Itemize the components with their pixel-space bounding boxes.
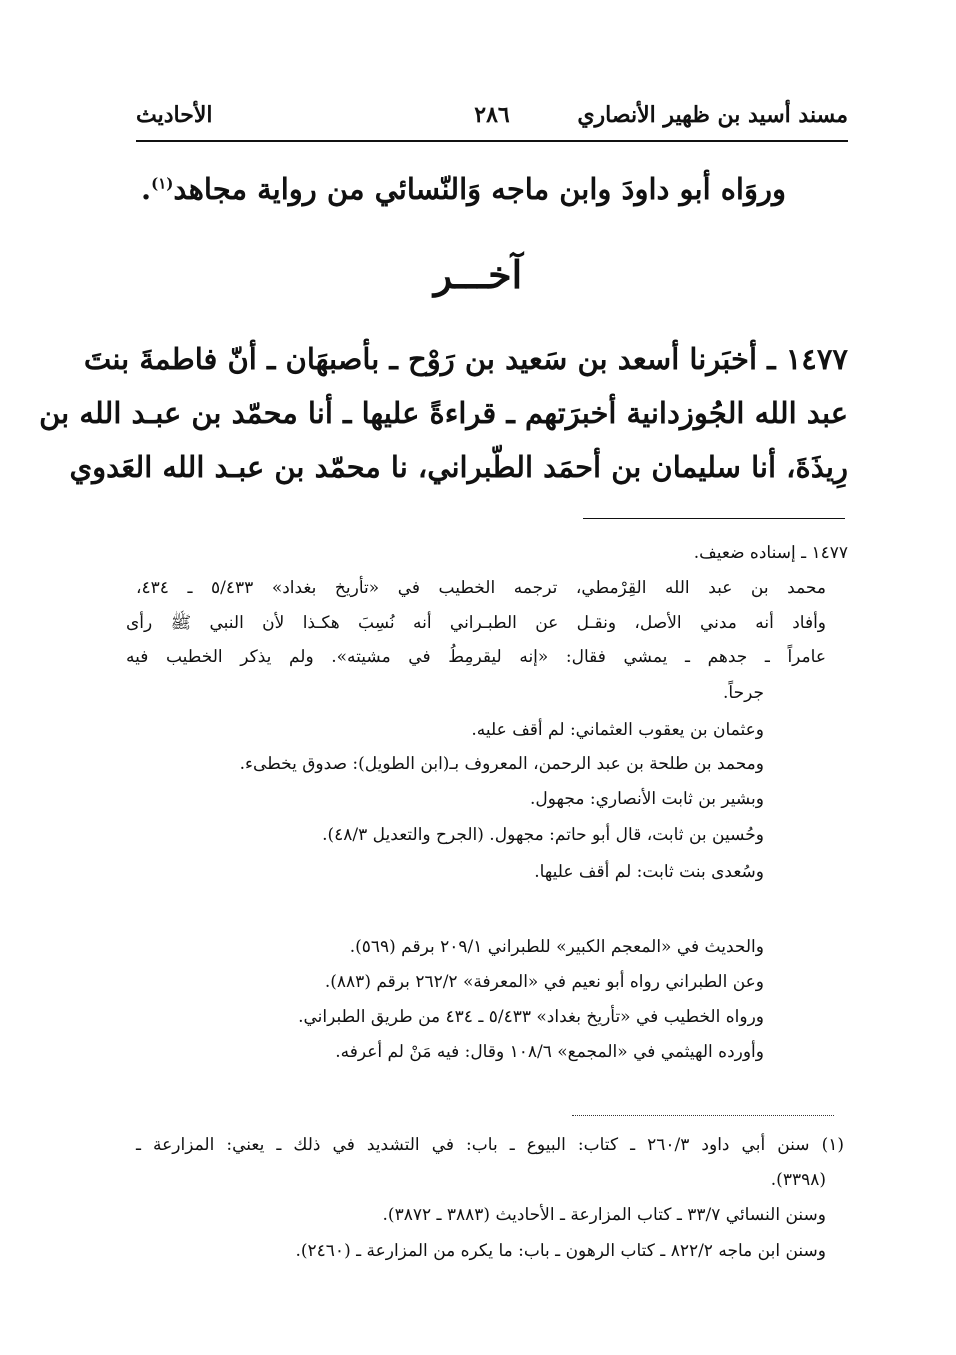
note-line-1: ١٤٧٧ ـ إسناده ضعيف. [693,543,848,563]
footnote-line-3: وسنن النسائي ٣٣/٧ ـ كتاب المزارعة ـ الأحاديث (٣٨٨٣ ـ ٣٨٧٢). [382,1205,826,1225]
footnote-marker: (١) [151,174,174,193]
footnote-line-2: (٣٣٩٨). [770,1170,826,1190]
note-line-13: ورواه الخطيب في «تأريخ بغداد» ٥/٤٣٣ ـ ٤٣٤ من طريق الطبراني. [298,1007,764,1027]
hadith-line-3: رِيذَةَ، أنا سليمان بن أحمَد الطّبراني، نا محمّد بن عبـد الله العَدوي [69,450,848,484]
note-line-10: وسُعدى بنت ثابت: لم أقف عليها. [534,862,764,882]
hadith-line-2: عبد الله الجُوزدانية أخبرَتهم ـ قراءةً عليها ـ أنا محمّد بن عبـد الله بن [39,396,848,430]
note-line-8: وبشير بن ثابت الأنصاري: مجهول. [529,789,764,809]
header-rule [136,140,848,142]
footnote-separator [572,1115,834,1116]
note-line-3: وأفاد أنه مدني الأصل، ونقـل عن الطبـراني أنه نُسِبَ هكـذا لأن النبي ﷺ رأى [126,613,826,633]
note-line-5: جرحاً. [723,683,764,703]
note-line-6: وعثمان بن يعقوب العثماني: لم أقف عليه. [471,720,764,740]
running-head [136,98,848,138]
footnote-line-4: وسنن ابن ماجه ٨٢٢/٢ ـ كتاب الرهون ـ باب: ما يكره من المزارعة ـ (٢٤٦٠). [295,1241,826,1261]
note-line-12: وعن الطبراني رواه أبو نعيم في «المعرفة» ٢٦٢/٢ برقم (٨٨٣). [324,972,764,992]
section-name: الأحاديث [136,102,213,128]
footnote-line-1: (١) سنن أبي داود ٢٦٠/٣ ـ كتاب: البيوع ـ باب: في التشديد في ذلك ـ يعني: المزارعة ـ [136,1135,844,1155]
continuation-end: . [141,172,152,206]
note-line-7: ومحمد بن طلحة بن عبد الرحمن، المعروف بـ(ابن الطويل): صدوق يخطىء. [239,754,764,774]
note-line-11: والحديث في «المعجم الكبير» للطبراني ٢٠٩/١ برقم (٥٦٩). [349,937,764,957]
continuation-text: وروَاه أبو داودَ وابن ماجه وَالنّسائي من رواية مجاهد [173,172,786,206]
notes-separator [583,518,845,519]
note-line-2: محمد بن عبد الله القِرْمطي، ترجمه الخطيب في «تأريخ بغداد» ٥/٤٣٣ ـ ٤٣٤، [136,578,826,598]
hadith-line-1: ١٤٧٧ ـ أخبَرنا أسعد بن سَعيد بن رَوْح ـ بأصبهَان ـ أنّ فاطمةَ بنتَ [83,342,848,376]
continuation-line [141,172,786,206]
page-number: ٢٨٦ [474,102,510,128]
book-title: مسند أسيد بن ظهير الأنصاري [577,102,848,128]
note-line-14: وأورده الهيثمي في «المجمع» ١٠٨/٦ وقال: فيه مَنْ لم أعرفه. [335,1042,764,1062]
section-title: آخـــر [433,252,523,297]
note-line-9: وحُسين بن ثابت، قال أبو حاتم: مجهول. (الجرح والتعديل ٤٨/٣). [322,825,764,845]
note-line-4: عامراً ـ جدهم ـ يمشي فقال: «إنه ليقرمِطُ في مشيته». ولم يذكر الخطيب فيه [126,647,826,667]
